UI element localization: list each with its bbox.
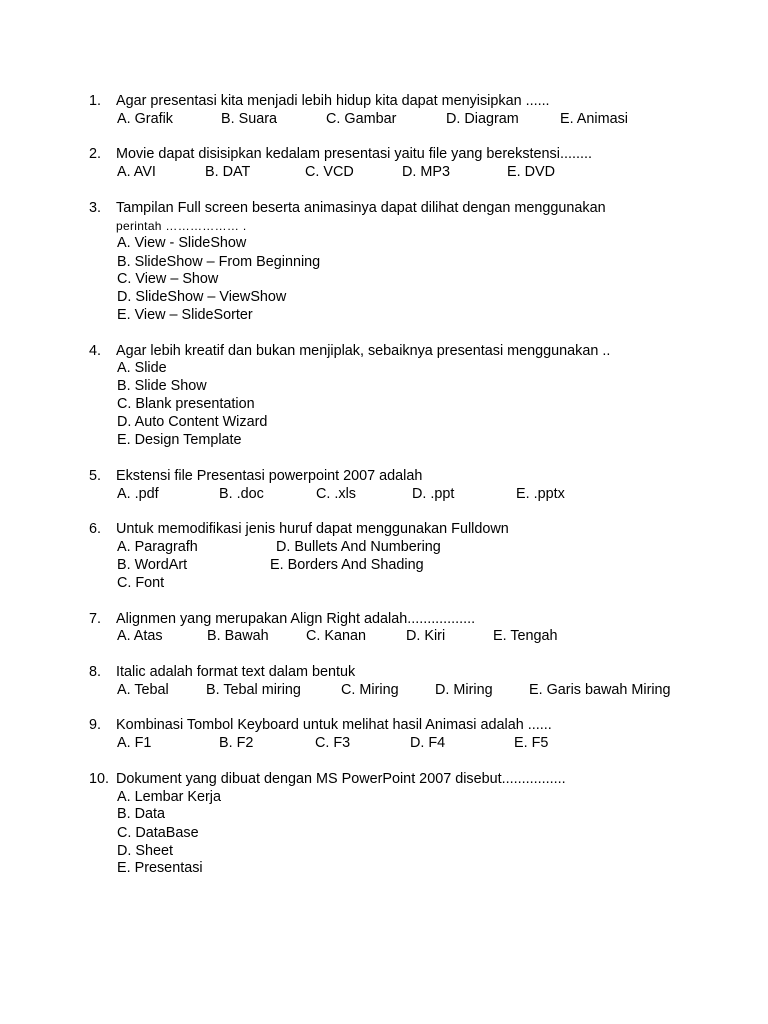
option-c: C. View – Show <box>117 271 219 287</box>
option-a: A. AVI <box>117 164 156 180</box>
question-number: 4. <box>89 343 102 359</box>
question-number: 5. <box>89 468 102 484</box>
option-b: B. Tebal miring <box>206 682 301 698</box>
option-e: E. .pptx <box>516 486 565 502</box>
option-a: A. .pdf <box>117 486 159 502</box>
continued-dots: ……………… <box>165 219 240 233</box>
options-row <box>0 789 768 807</box>
question-line <box>0 771 768 789</box>
option-b: B. .doc <box>219 486 264 502</box>
question-line <box>0 146 768 164</box>
option-a: A. F1 <box>117 735 152 751</box>
options-row <box>0 307 768 325</box>
option-b: B. Slide Show <box>117 378 207 394</box>
option-b: B. Data <box>117 806 165 822</box>
option-c: C. DataBase <box>117 825 199 841</box>
option-c: C. Font <box>117 575 165 591</box>
options-row <box>0 432 768 450</box>
option-d: D. Sheet <box>117 843 173 859</box>
option-b: B. Suara <box>221 111 277 127</box>
question-text: Ekstensi file Presentasi powerpoint 2007 adalah <box>116 468 423 484</box>
option-e: E. Borders And Shading <box>270 557 424 573</box>
question-line-continued <box>0 218 768 236</box>
option-e: E. DVD <box>507 164 555 180</box>
options-row <box>0 682 768 700</box>
options-row <box>0 486 768 504</box>
question-number: 10. <box>89 771 110 787</box>
option-b: B. DAT <box>205 164 251 180</box>
option-d: D. Bullets And Numbering <box>276 539 441 555</box>
question-line <box>0 521 768 539</box>
option-d: D. .ppt <box>412 486 455 502</box>
option-c: C. F3 <box>315 735 351 751</box>
option-c: C. Blank presentation <box>117 396 255 412</box>
option-a: A. Paragrafh <box>117 539 198 555</box>
question-line <box>0 611 768 629</box>
options-row <box>0 164 768 182</box>
options-row <box>0 557 768 575</box>
option-c: C. Gambar <box>326 111 397 127</box>
question-text: Kombinasi Tombol Keyboard untuk melihat hasil Animasi adalah ...... <box>116 717 552 733</box>
option-d: D. Auto Content Wizard <box>117 414 268 430</box>
question-number: 8. <box>89 664 102 680</box>
option-c: C. VCD <box>305 164 354 180</box>
options-row <box>0 735 768 753</box>
question-number: 6. <box>89 521 102 537</box>
question-line <box>0 717 768 735</box>
option-b: B. WordArt <box>117 557 188 573</box>
question-text: Untuk memodifikasi jenis huruf dapat menggunakan Fulldown <box>116 521 509 537</box>
options-row <box>0 843 768 861</box>
question-number: 3. <box>89 200 102 216</box>
options-row <box>0 414 768 432</box>
option-e: E. Animasi <box>560 111 628 127</box>
options-row <box>0 378 768 396</box>
question-line <box>0 343 768 361</box>
option-a: A. View - SlideShow <box>117 235 247 251</box>
question-text: Tampilan Full screen beserta animasinya dapat dilihat dengan menggunakan <box>116 200 606 216</box>
question-text: Agar lebih kreatif dan bukan menjiplak, sebaiknya presentasi menggunakan .. <box>116 343 611 359</box>
question-line <box>0 93 768 111</box>
options-row <box>0 806 768 824</box>
option-d: D. Miring <box>435 682 493 698</box>
option-d: D. Kiri <box>406 628 446 644</box>
option-e: E. Design Template <box>117 432 242 448</box>
question-number: 2. <box>89 146 102 162</box>
option-c: C. Kanan <box>306 628 367 644</box>
options-row <box>0 289 768 307</box>
option-b: B. SlideShow – From Beginning <box>117 254 321 270</box>
options-row <box>0 360 768 378</box>
option-d: D. Diagram <box>446 111 519 127</box>
options-row <box>0 628 768 646</box>
option-e: E. F5 <box>514 735 549 751</box>
option-a: A. Tebal <box>117 682 169 698</box>
question-line <box>0 200 768 218</box>
options-row <box>0 254 768 272</box>
option-e: E. Garis bawah Miring <box>529 682 671 698</box>
question-text: Dokument yang dibuat dengan MS PowerPoint 2007 disebut................ <box>116 771 566 787</box>
options-row <box>0 396 768 414</box>
option-a: A. Lembar Kerja <box>117 789 221 805</box>
continued-label: perintah <box>116 219 162 233</box>
question-number: 7. <box>89 611 102 627</box>
option-c: C. Miring <box>341 682 399 698</box>
options-row <box>0 860 768 878</box>
options-row <box>0 271 768 289</box>
option-a: A. Slide <box>117 360 167 376</box>
options-row <box>0 235 768 253</box>
option-a: A. Grafik <box>117 111 173 127</box>
options-row <box>0 825 768 843</box>
options-row <box>0 111 768 129</box>
option-c: C. .xls <box>316 486 356 502</box>
options-row <box>0 575 768 593</box>
question-line <box>0 664 768 682</box>
question-number: 1. <box>89 93 102 109</box>
question-number: 9. <box>89 717 102 733</box>
question-line <box>0 468 768 486</box>
option-e: E. Presentasi <box>117 860 203 876</box>
options-row <box>0 539 768 557</box>
question-text-continued: perintah ……………… . <box>116 219 247 233</box>
question-text: Alignmen yang merupakan Align Right adalah................. <box>116 611 476 627</box>
option-d: D. F4 <box>410 735 446 751</box>
option-b: B. Bawah <box>207 628 269 644</box>
question-text: Agar presentasi kita menjadi lebih hidup kita dapat menyisipkan ...... <box>116 93 550 109</box>
option-d: D. SlideShow – ViewShow <box>117 289 287 305</box>
option-e: E. View – SlideSorter <box>117 307 253 323</box>
question-text: Italic adalah format text dalam bentuk <box>116 664 356 680</box>
option-e: E. Tengah <box>493 628 558 644</box>
question-text: Movie dapat disisipkan kedalam presentasi yaitu file yang berekstensi........ <box>116 146 592 162</box>
option-d: D. MP3 <box>402 164 450 180</box>
option-b: B. F2 <box>219 735 254 751</box>
option-a: A. Atas <box>117 628 163 644</box>
